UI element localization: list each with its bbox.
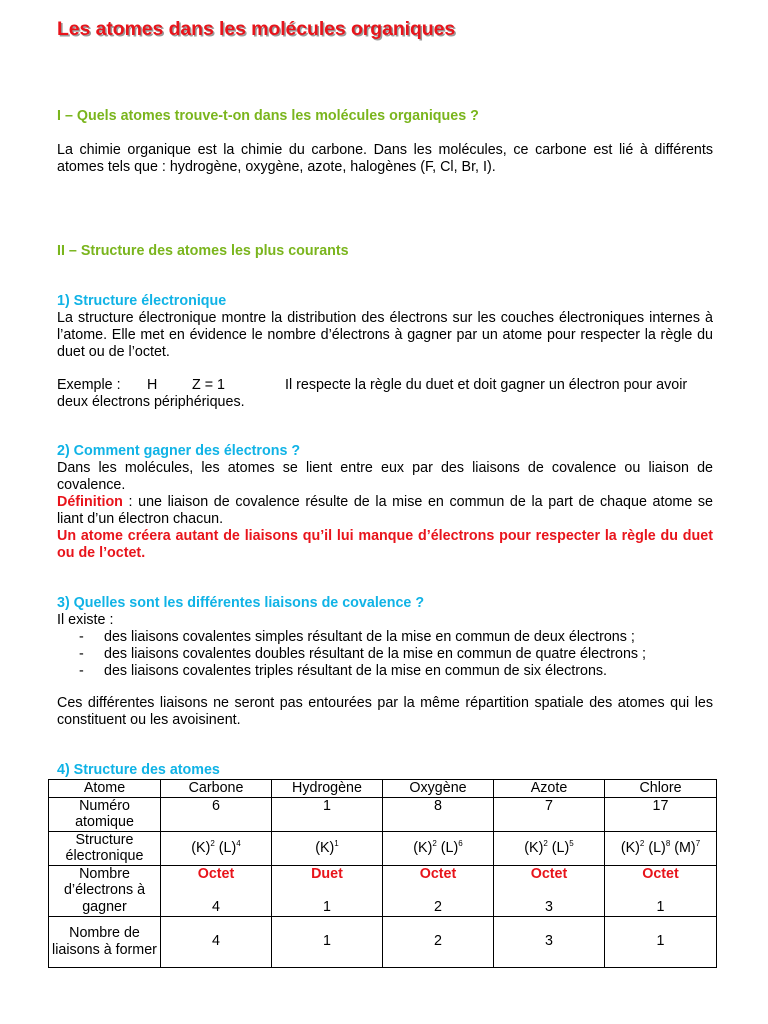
table-row-bonds-to-form [49,916,717,967]
subsection-1-heading: 1) Structure électronique [57,293,227,309]
table-cell: 7 [494,797,605,831]
example-atomic-number: Z = 1 [192,377,225,393]
electron-structure-cell: $(K)^2$ $(L)^8$ $(M)^7$ [605,831,717,865]
electron-structure-cell: $(K)^2$ $(L)^5$ [494,831,605,865]
rule-label: Octet [197,865,235,882]
section-2-heading: II – Structure des atomes les plus courants [57,243,349,259]
table-cell: 1 [605,916,717,967]
row-label: Nombre d’électrons à gagner [49,865,161,916]
electron-count: 1 [323,899,331,915]
example-atom: H [147,377,158,393]
subsection-4-heading: 4) Structure des atomes [57,762,220,778]
example-explanation: Il respecte la règle du duet et doit gagner un électron pour avoir [285,377,688,393]
rule-label: Octet [642,865,679,882]
rule-label: Duet [311,865,343,882]
table-cell: 1 [272,916,383,967]
electron-count: 4 [212,899,220,915]
table-cell: 6 [161,797,272,831]
table-cell: 8 [383,797,494,831]
table-cell: 17 [605,797,717,831]
table-cell [383,865,494,916]
subsection-2-text: Dans les molécules, les atomes se lient entre eux par des liaisons de covalence ou liaison de covalence. [57,460,713,493]
table-cell: 1 [272,797,383,831]
subsection-3-intro: Il existe : [57,612,114,628]
definition-paragraph [57,494,713,528]
bond-types-list [57,629,646,680]
electron-structure-cell: $(K)^2$ $(L)^4$ [161,831,272,865]
subsection-3-heading: 3) Quelles sont les différentes liaisons de covalence ? [57,595,425,611]
example-explanation-continued: deux électrons périphériques. [57,394,245,410]
table-cell: 3 [494,916,605,967]
table-cell: 2 [383,916,494,967]
table-cell [494,865,605,916]
table-header-cell: Oxygène [383,780,494,798]
table-row-electrons-to-gain [49,865,717,916]
atom-structure-table [48,779,717,968]
table-header-cell: Chlore [605,780,717,798]
table-row-atomic-number [49,797,717,831]
rule-statement: Un atome créera autant de liaisons qu’il lui manque d’électrons pour respecter la règle du duet ou de l’octet. [57,528,713,561]
definition-label: Définition [57,494,123,510]
table-cell [161,865,272,916]
page-title: Les atomes dans les molécules organiques [57,18,456,40]
electron-count: 1 [656,899,665,915]
electron-structure-cell: $(K)^2$ $(L)^6$ [383,831,494,865]
table-row-electronic-structure [49,831,717,865]
rule-label: Octet [530,865,568,882]
electron-count: 2 [434,899,442,915]
electron-count: 3 [545,899,553,915]
example-label: Exemple : [57,377,121,393]
subsection-2-heading: 2) Comment gagner des électrons ? [57,443,301,459]
section-1-text: La chimie organique est la chimie du carbone. Dans les molécules, ce carbone est lié à différents atomes tels que : hydrogène, oxygène, azote, halogènes (F, Cl, Br, I). [57,142,713,175]
table-cell [605,865,717,916]
table-header-row [49,780,717,798]
rule-label: Octet [419,865,457,882]
subsection-1-text: La structure électronique montre la distribution des électrons sur les couches électroniques internes à l’atome. Elle met en évidence le nombre d’électrons à gagner par un atome pour respecter la règle du duet ou de l’octet. [57,310,713,360]
section-1-heading: I – Quels atomes trouve-t-on dans les molécules organiques ? [57,108,479,124]
list-item: - des liaisons covalentes triples résultant de la mise en commun de six électrons. [57,663,646,680]
row-label: Nombre de liaisons à former [49,916,161,967]
table-cell: 4 [161,916,272,967]
definition-text: : une liaison de covalence résulte de la mise en commun de la part de chaque atome se liant d’un électron chacun. [57,494,713,527]
row-label: Structure électronique [49,831,161,865]
subsection-3-text: Ces différentes liaisons ne seront pas entourées par la même répartition spatiale des atomes qui les constituent ou les avoisinent. [57,695,713,728]
table-header-cell: Atome [49,780,161,798]
row-label: Numéro atomique [49,797,161,831]
electron-structure-cell: $(K)^1$ [272,831,383,865]
table-header-cell: Hydrogène [272,780,383,798]
list-item: - des liaisons covalentes doubles résultant de la mise en commun de quatre électrons ; [57,646,646,663]
table-header-cell: Azote [494,780,605,798]
list-item: - des liaisons covalentes simples résultant de la mise en commun de deux électrons ; [57,629,646,646]
table-header-cell: Carbone [161,780,272,798]
table-cell [272,865,383,916]
